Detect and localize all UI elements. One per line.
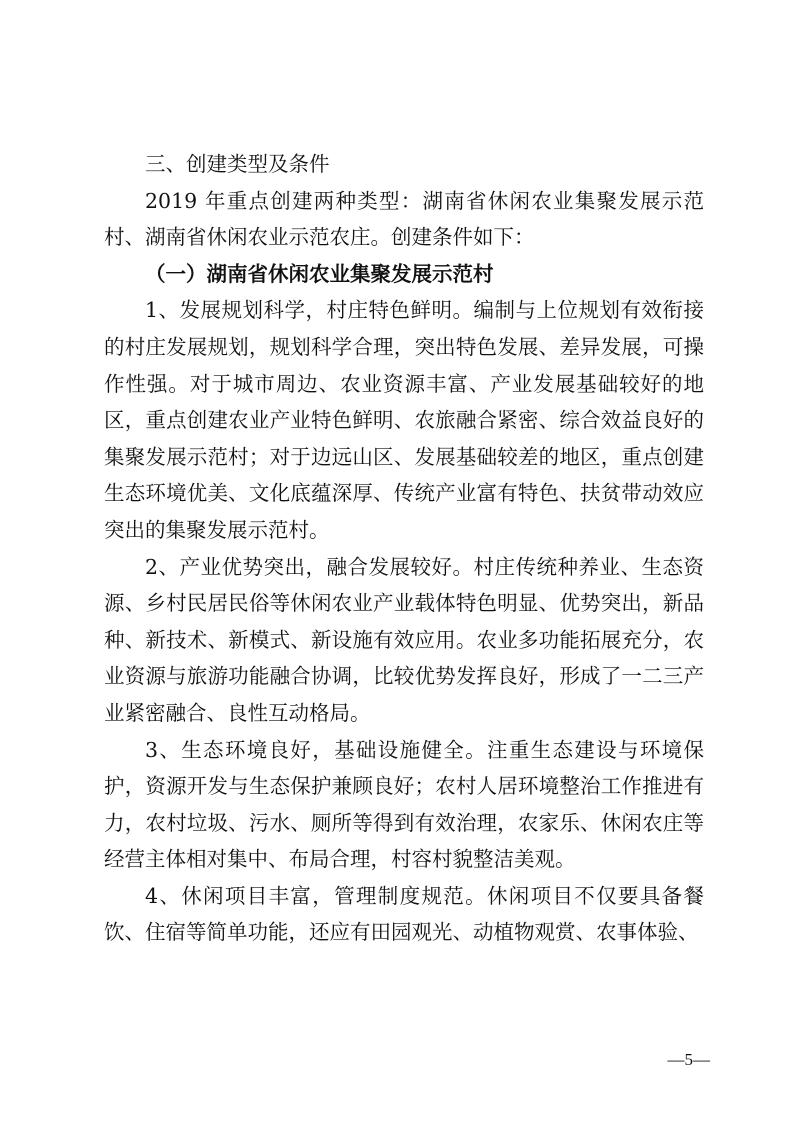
subheading: （一）湖南省休闲农业集聚发展示范村 <box>145 261 494 286</box>
intro-paragraph: 2019 年重点创建两种类型：湖南省休闲农业集聚发展示范村、湖南省休闲农业示范农庄。创建条件如下： <box>104 188 704 250</box>
paragraph-1: 1、发展规划科学，村庄特色鲜明。编制与上位规划有效衔接的村庄发展规划，规划科学合理，突出特色发展、差异发展，可操作性强。对于城市周边、农业资源丰富、产业发展基础较好的地区，重点创建农业产业特色鲜明、农旅融合紧密、综合效益良好的集聚发展示范村；对于边远山区、发展基础较差的地区，重点创建生态环境优美、文化底蕴深厚、传统产业富有特色、扶贫带动效应突出的集聚发展示范村。 <box>104 298 704 542</box>
paragraph-4: 4、休闲项目丰富，管理制度规范。休闲项目不仅要具备餐饮、住宿等简单功能，还应有田园观光、动植物观赏、农事体验、 <box>104 883 704 945</box>
paragraph-2: 2、产业优势突出，融合发展较好。村庄传统种养业、生态资源、乡村民居民俗等休闲农业产业载体特色明显、优势突出，新品种、新技术、新模式、新设施有效应用。农业多功能拓展充分，农业资源与旅游功能融合协调，比较优势发挥良好，形成了一二三产业紧密融合、良性互动格局。 <box>104 554 704 725</box>
page-number: —5— <box>667 1050 710 1069</box>
document-body <box>104 146 704 951</box>
paragraph-3: 3、生态环境良好，基础设施健全。注重生态建设与环境保护，资源开发与生态保护兼顾良好；农村人居环境整治工作推进有力，农村垃圾、污水、厕所等得到有效治理，农家乐、休闲农庄等经营主体相对集中、布局合理，村容村貌整洁美观。 <box>104 737 704 872</box>
section-heading: 三、创建类型及条件 <box>145 152 330 176</box>
